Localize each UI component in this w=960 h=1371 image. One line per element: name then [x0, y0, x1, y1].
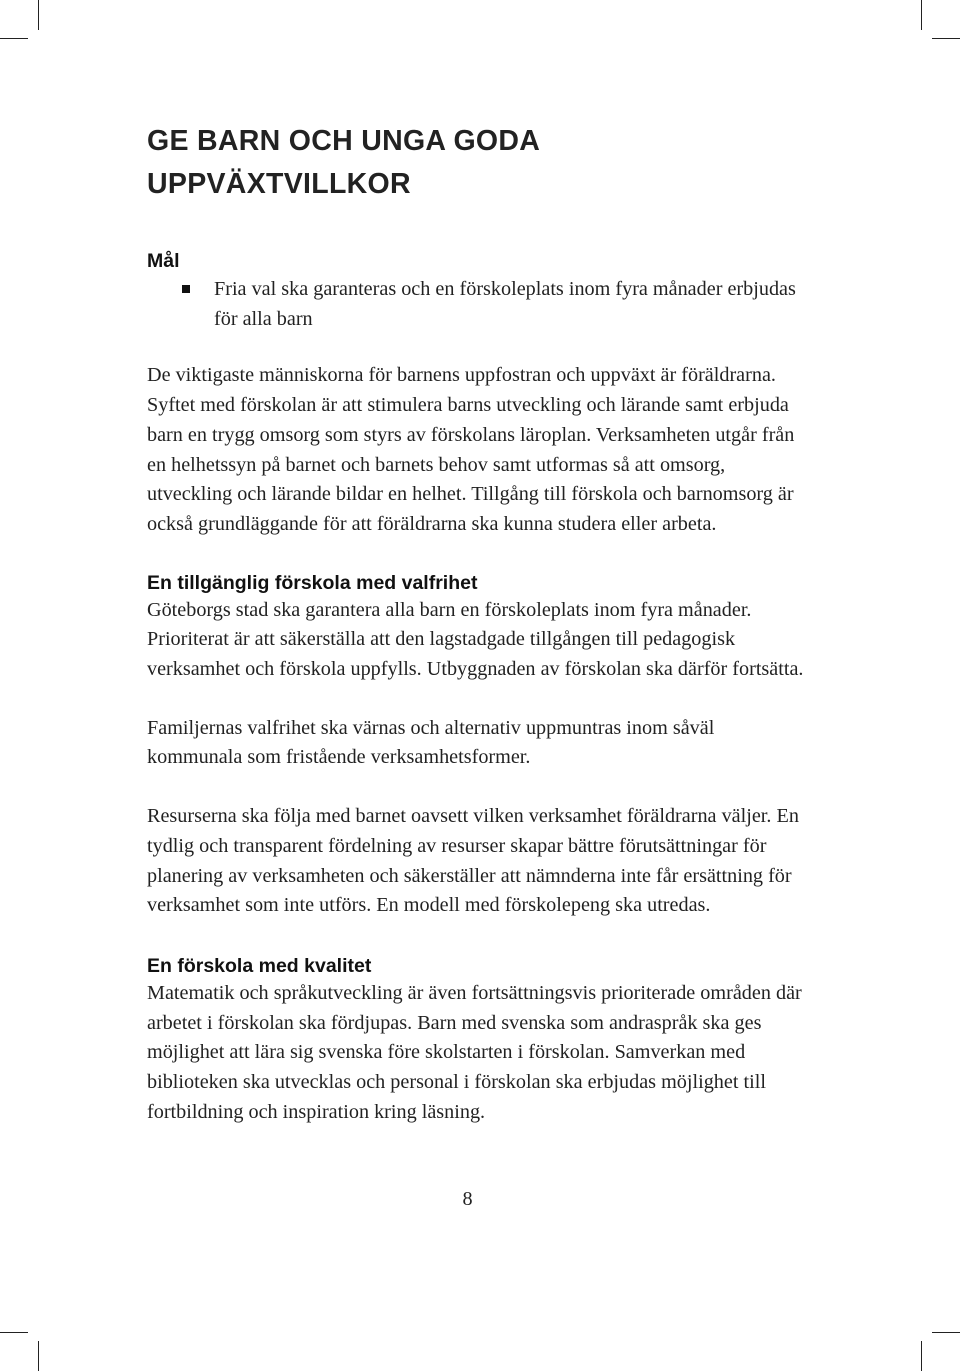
crop-mark-bottom-right-vertical: [921, 1341, 922, 1371]
page-title-line-1: GE BARN OCH UNGA GODA: [147, 125, 541, 157]
section1-paragraph: Resurserna ska följa med barnet oavsett vilken verksamhet föräldrarna väljer. En tydlig och transparent fördelning av resurser skapar bättre förutsättningar för planering av verksamheten och säkerställer att nämnderna inte får ersättning för verksamhet som inte utförs. En modell med förskolepeng ska utredas.: [147, 805, 799, 917]
section1-paragraph: Göteborgs stad ska garantera alla barn en förskoleplats inom fyra månader. Prioriterat är att säkerställa att den lagstadgade tillgången till pedagogisk verksamhet och förskola uppfylls. Utbyggnaden av förskolan ska därför fortsätta.: [147, 598, 804, 681]
goals-heading: Mål: [147, 250, 180, 272]
section2-paragraph: Matematik och språkutveckling är även fortsättningsvis prioriterade områden där arbetet i förskolan ska fördjupas. Barn med svenska som andraspråk ska ges möjlighet att lära sig svenska före skolstarten i förskolan. Samverkan med biblioteken ska utvecklas och personal i förskolan ska erbjudas möjlighet till fortbildning och inspiration kring läsning.: [147, 981, 802, 1123]
page-number: 8: [462, 1188, 473, 1210]
page-title-line-2: UPPVÄXTVILLKOR: [147, 168, 411, 200]
goals-list: [147, 275, 807, 334]
page-title: [147, 120, 807, 206]
crop-mark-bottom-left-vertical: [38, 1341, 39, 1371]
intro-paragraph: De viktigaste människorna för barnens uppfostran och uppväxt är föräldrarna. Syftet med förskolan är att stimulera barns utveckling och lärande samt erbjuda barn en trygg omsorg som styrs av förskolans läroplan. Verksamheten utgår från en helhetssyn på barnet och barnets behov samt utformas så att omsorg, utveckling och lärande bildar en helhet. Tillgång till förskola och barnomsorg är också grundläggande för att föräldrarna ska kunna studera eller arbeta.: [147, 364, 795, 535]
section-heading-quality: En förskola med kvalitet: [147, 954, 372, 977]
crop-mark-top-right-vertical: [921, 0, 922, 30]
crop-mark-top-left-horizontal: [0, 38, 28, 39]
goal-item: [147, 275, 807, 334]
crop-mark-bottom-right-horizontal: [932, 1332, 960, 1333]
crop-mark-bottom-left-horizontal: [0, 1332, 28, 1333]
crop-mark-top-right-horizontal: [932, 38, 960, 39]
goal-item-text: Fria val ska garanteras och en förskoleplats inom fyra månader erbjudas för alla barn: [214, 278, 796, 330]
section-heading-accessibility: En tillgänglig förskola med valfrihet: [147, 571, 478, 594]
square-bullet-icon: [182, 285, 190, 293]
document-page: [147, 120, 807, 1127]
crop-mark-top-left-vertical: [38, 0, 39, 30]
section1-paragraph: Familjernas valfrihet ska värnas och alternativ uppmuntras inom såväl kommunala som fristående verksamhetsformer.: [147, 716, 715, 769]
